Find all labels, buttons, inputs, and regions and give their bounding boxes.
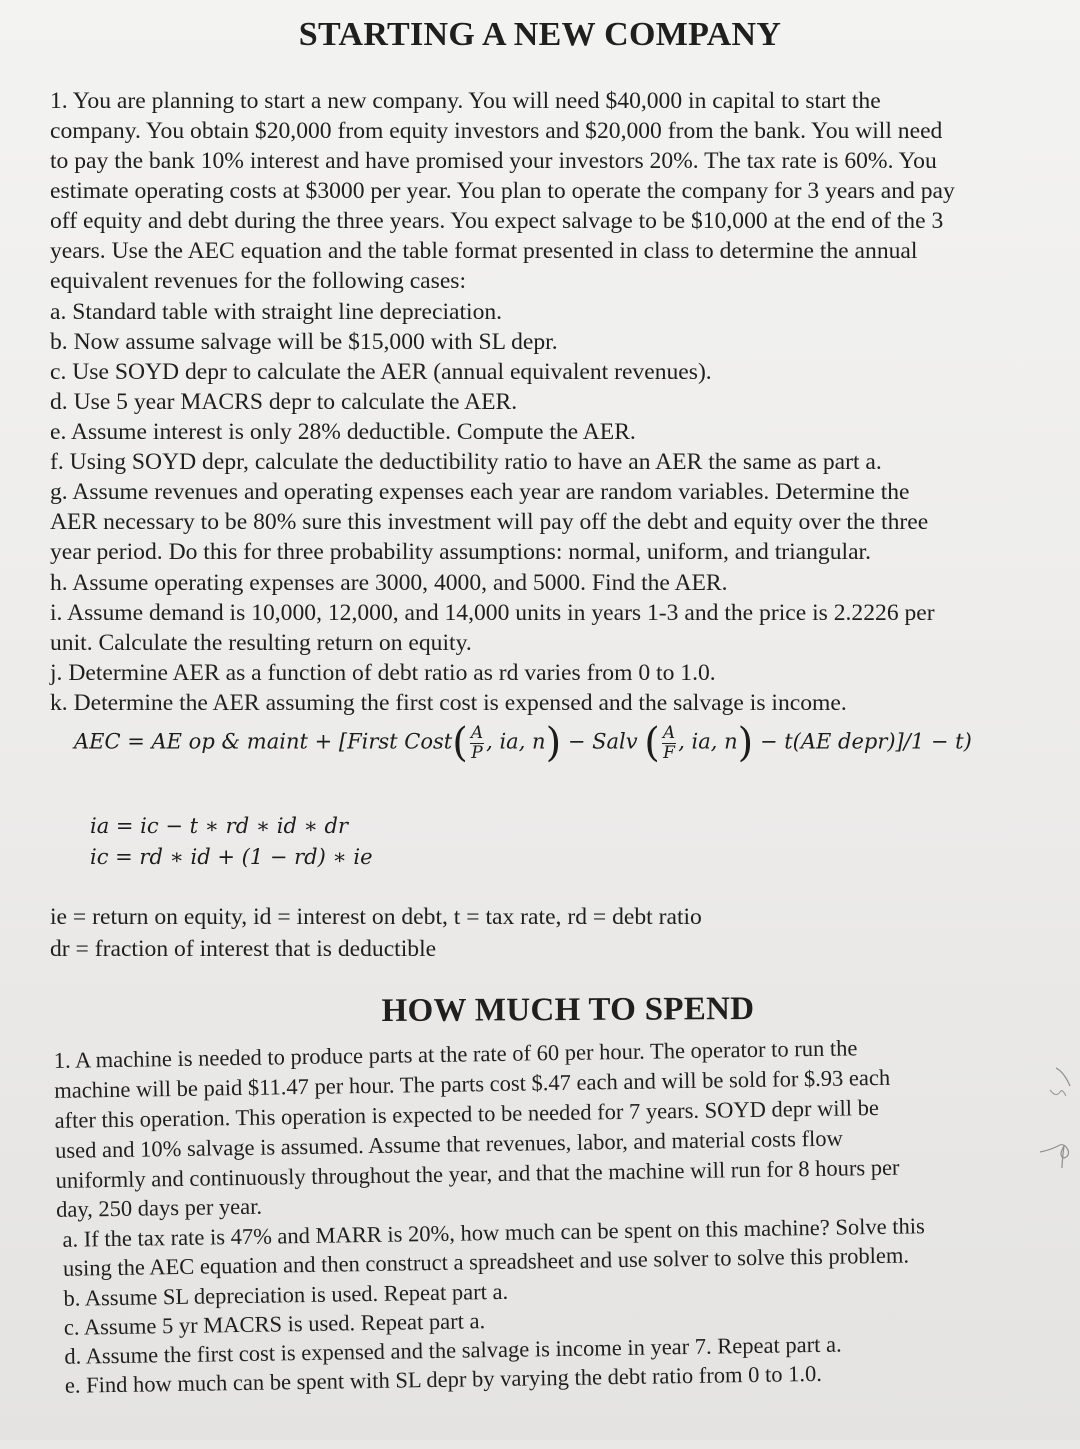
equation-salvage: − Salv — [561, 729, 645, 754]
problem-line: after this operation. This operation is expected to be needed for 7 years. SOYD depr will be — [54, 1094, 880, 1133]
handwritten-margin-mark — [1036, 1060, 1080, 1170]
problem-line: AER necessary to be 80% sure this investment will pay off the debt and equity over the three — [50, 509, 929, 535]
fraction-a-over-f: $\frac{A}{F}$ — [662, 722, 676, 763]
equation-args-2: , ia, n — [678, 729, 738, 754]
problem-part-b: b. Assume SL depreciation is used. Repeat part a. — [63, 1278, 509, 1311]
problem-line: unit. Calculate the resulting return on equity. — [50, 630, 472, 656]
problem-line: company. You obtain $20,000 from equity investors and $20,000 from the bank. You will need — [50, 118, 943, 144]
problem-line: to pay the bank 10% interest and have promised your investors 20%. The tax rate is 60%. You — [50, 148, 937, 174]
problem-part-d: d. Use 5 year MACRS depr to calculate the AER. — [50, 389, 518, 415]
problem-line: off equity and debt during the three years. You expect salvage to be $10,000 at the end of the 3 — [50, 208, 944, 234]
problem-line: day, 250 days per year. — [55, 1193, 263, 1222]
problem-line: equivalent revenues for the following cases: — [50, 268, 467, 294]
aec-equation: AEC = AE op & maint + [First Cost( $\frac{A}{P}$ , ia, n) − Salv ( $\frac{A}{F}$ , ia, n) − t(AE depr)]/1 − t) — [74, 720, 972, 766]
equation-lhs: AEC = AE op & maint + — [74, 729, 339, 754]
definitions-line-2: dr = fraction of interest that is deductible — [50, 936, 437, 962]
problem-part-b: b. Now assume salvage will be $15,000 with SL depr. — [50, 329, 558, 355]
equation-args-1: , ia, n — [486, 729, 546, 754]
problem-line: uniformly and continuously throughout the year, and that the machine will run for 8 hours per — [55, 1154, 900, 1193]
problem-part-c: c. Use SOYD depr to calculate the AER (annual equivalent revenues). — [50, 359, 712, 385]
problem-line: machine will be paid $11.47 per hour. The parts cost $.47 each and will be sold for $.93 each — [54, 1064, 891, 1103]
problem-line: estimate operating costs at $3000 per year. You plan to operate the company for 3 years and pay — [50, 178, 955, 204]
problem-part-f: f. Using SOYD depr, calculate the deductibility ratio to have an AER the same as part a. — [50, 449, 882, 475]
section-title-how-much-to-spend: HOW MUCH TO SPEND — [381, 991, 755, 1029]
problem-line: year period. Do this for three probability assumptions: normal, uniform, and triangular. — [50, 539, 872, 565]
formula-ia: ia = ic − t ∗ rd ∗ id ∗ dr — [90, 814, 349, 838]
problem-part-d: d. Assume the first cost is expensed and the salvage is income in year 7. Repeat part a. — [64, 1331, 842, 1369]
problem-part-e: e. Assume interest is only 28% deductible. Compute the AER. — [50, 419, 636, 445]
problem-line: 1. You are planning to start a new company. You will need $40,000 in capital to start the — [50, 88, 881, 114]
fraction-a-over-p: $\frac{A}{P}$ — [470, 722, 484, 763]
problem-line: using the AEC equation and then construct a spreadsheet and use solver to solve this problem. — [62, 1242, 910, 1281]
problem-part-a: a. If the tax rate is 47% and MARR is 20%, how much can be spent on this machine? Solve this — [62, 1213, 925, 1252]
problem-part-k: k. Determine the AER assuming the first cost is expensed and the salvage is income. — [50, 690, 847, 716]
problem-part-h: h. Assume operating expenses are 3000, 4000, and 5000. Find the AER. — [50, 570, 728, 596]
problem-line: years. Use the AEC equation and the table format presented in class to determine the annual — [50, 238, 918, 264]
problem-part-a: a. Standard table with straight line depreciation. — [50, 299, 503, 325]
section-title-starting-company: STARTING A NEW COMPANY — [298, 16, 782, 53]
problem-part-c: c. Assume 5 yr MACRS is used. Repeat part a. — [63, 1308, 486, 1340]
problem-line: used and 10% salvage is assumed. Assume that revenues, labor, and material costs flow — [54, 1125, 843, 1163]
problem-line: 1. A machine is needed to produce parts at the rate of 60 per hour. The operator to run the — [53, 1035, 858, 1073]
equation-first-cost: [First Cost — [338, 729, 453, 754]
definitions-line-1: ie = return on equity, id = interest on debt, t = tax rate, rd = debt ratio — [50, 904, 702, 930]
problem-part-g: g. Assume revenues and operating expenses each year are random variables. Determine the — [50, 479, 910, 505]
problem-part-e: e. Find how much can be spent with SL depr by varying the debt ratio from 0 to 1.0. — [64, 1360, 823, 1398]
equation-tail: − t(AE depr)]/1 − t) — [753, 729, 972, 754]
problem-part-j: j. Determine AER as a function of debt ratio as rd varies from 0 to 1.0. — [50, 660, 716, 686]
formula-ic: ic = rd ∗ id + (1 − rd) ∗ ie — [90, 845, 373, 869]
problem-part-i: i. Assume demand is 10,000, 12,000, and 14,000 units in years 1-3 and the price is 2.2226 per — [50, 600, 935, 626]
